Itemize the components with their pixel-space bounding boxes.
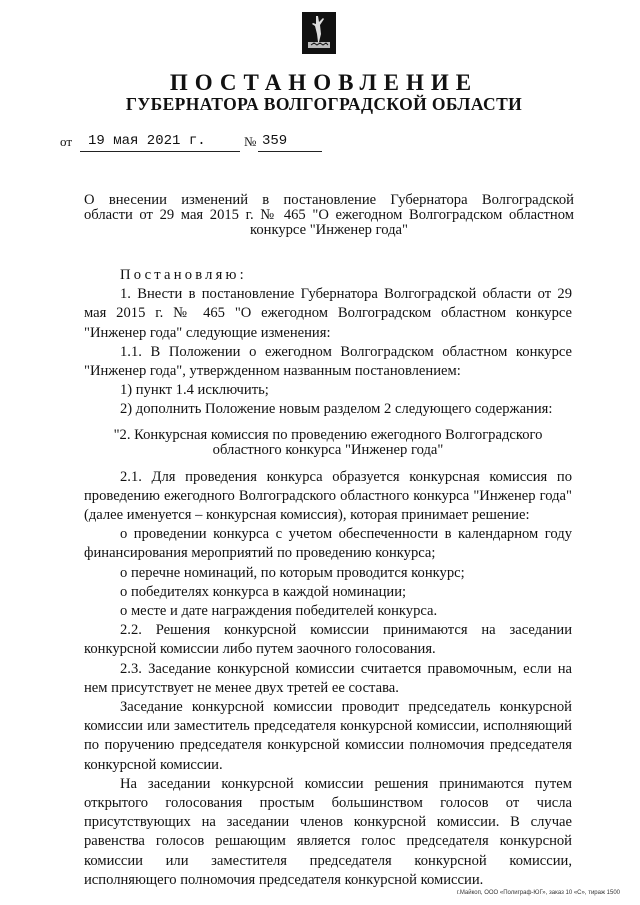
paragraph: 1. Внести в постановление Губернатора Волгоградской области от 29 мая 2015 г. № 465 "О ежегодном Волгоградском областном конкурсе "Инженер года" следующие изменения: — [84, 286, 572, 341]
document-issuer: ГУБЕРНАТОРА ВОЛГОГРАДСКОЙ ОБЛАСТИ — [125, 94, 523, 114]
number-value: 359 — [262, 133, 288, 149]
subject-line: О внесении изменений в постановление Губернатора Волгоградской — [84, 192, 574, 208]
document-body — [84, 266, 572, 890]
paragraph: 2) дополнить Положение новым разделом 2 следующего содержания: — [120, 401, 553, 418]
number-underline — [258, 151, 322, 152]
paragraph: 2.2. Решения конкурсной комиссии принимаются на заседании конкурсной комиссии либо путем заочного голосования. — [84, 622, 572, 658]
section-heading-line: "2. Конкурсная комиссия по проведению ежегодного Волгоградского — [113, 426, 543, 443]
paragraph: о проведении конкурса с учетом обеспеченности в календарном году финансирования мероприятий по проведению конкурса; — [84, 526, 572, 562]
document-subject — [84, 193, 574, 238]
paragraph: о победителях конкурса в каждой номинации; — [120, 583, 407, 600]
paragraph: Заседание конкурсной комиссии проводит председатель конкурсной комиссии или заместитель председателя конкурсной комиссии, исполняющий по поручению председателя конкурсной комиссии полномочия председателя конкурсной комиссии. — [84, 699, 572, 773]
paragraph: 2.3. Заседание конкурсной комиссии считается правомочным, если на нем присутствует не менее двух третей ее состава. — [84, 660, 572, 696]
subject-line: области от 29 мая 2015 г. № 465 "О ежегодном Волгоградском областном — [84, 207, 574, 223]
date-underline — [80, 151, 240, 152]
date-label: от — [60, 134, 73, 149]
decree-word: Постановляю: — [120, 267, 247, 283]
document-meta — [60, 130, 360, 152]
subject-line: конкурсе "Инженер года" — [250, 222, 408, 238]
coat-of-arms-emblem — [302, 12, 336, 54]
paragraph: о месте и дате награждения победителей конкурса. — [120, 603, 438, 620]
paragraph: На заседании конкурсной комиссии решения принимаются путем открытого голосования простым большинством голосов от числа присутствующих на заседании членов конкурсной комиссии. В случае равенства голосов решающим является голос председателя конкурсной комиссии или заместителя председателя конкурсной комиссии, исполняющего полномочия председателя конкурсной комиссии. — [84, 775, 572, 888]
paragraph: 1) пункт 1.4 исключить; — [120, 382, 269, 399]
paragraph: 2.1. Для проведения конкурса образуется конкурсная комиссия по проведению ежегодного Волгоградского областного конкурса "Инженер года" (далее именуется – конкурсная комиссия), которая принимает решение: — [84, 468, 572, 524]
printing-imprint: г.Майкоп, ООО «Полиграф-ЮГ», заказ 10 «С», тираж 1500 — [456, 890, 620, 896]
section-heading-line: областного конкурса "Инженер года" — [212, 441, 444, 458]
paragraph: 1.1. В Положении о ежегодном Волгоградском областном конкурсе "Инженер года", утвержденном названным постановлением: — [84, 343, 572, 380]
section-heading — [84, 428, 572, 458]
date-value: 19 мая 2021 г. — [88, 133, 206, 149]
document-title: ПОСТАНОВЛЕНИЕ — [169, 70, 479, 95]
number-label: № — [244, 134, 257, 149]
paragraph: о перечне номинаций, по которым проводится конкурс; — [120, 564, 465, 581]
